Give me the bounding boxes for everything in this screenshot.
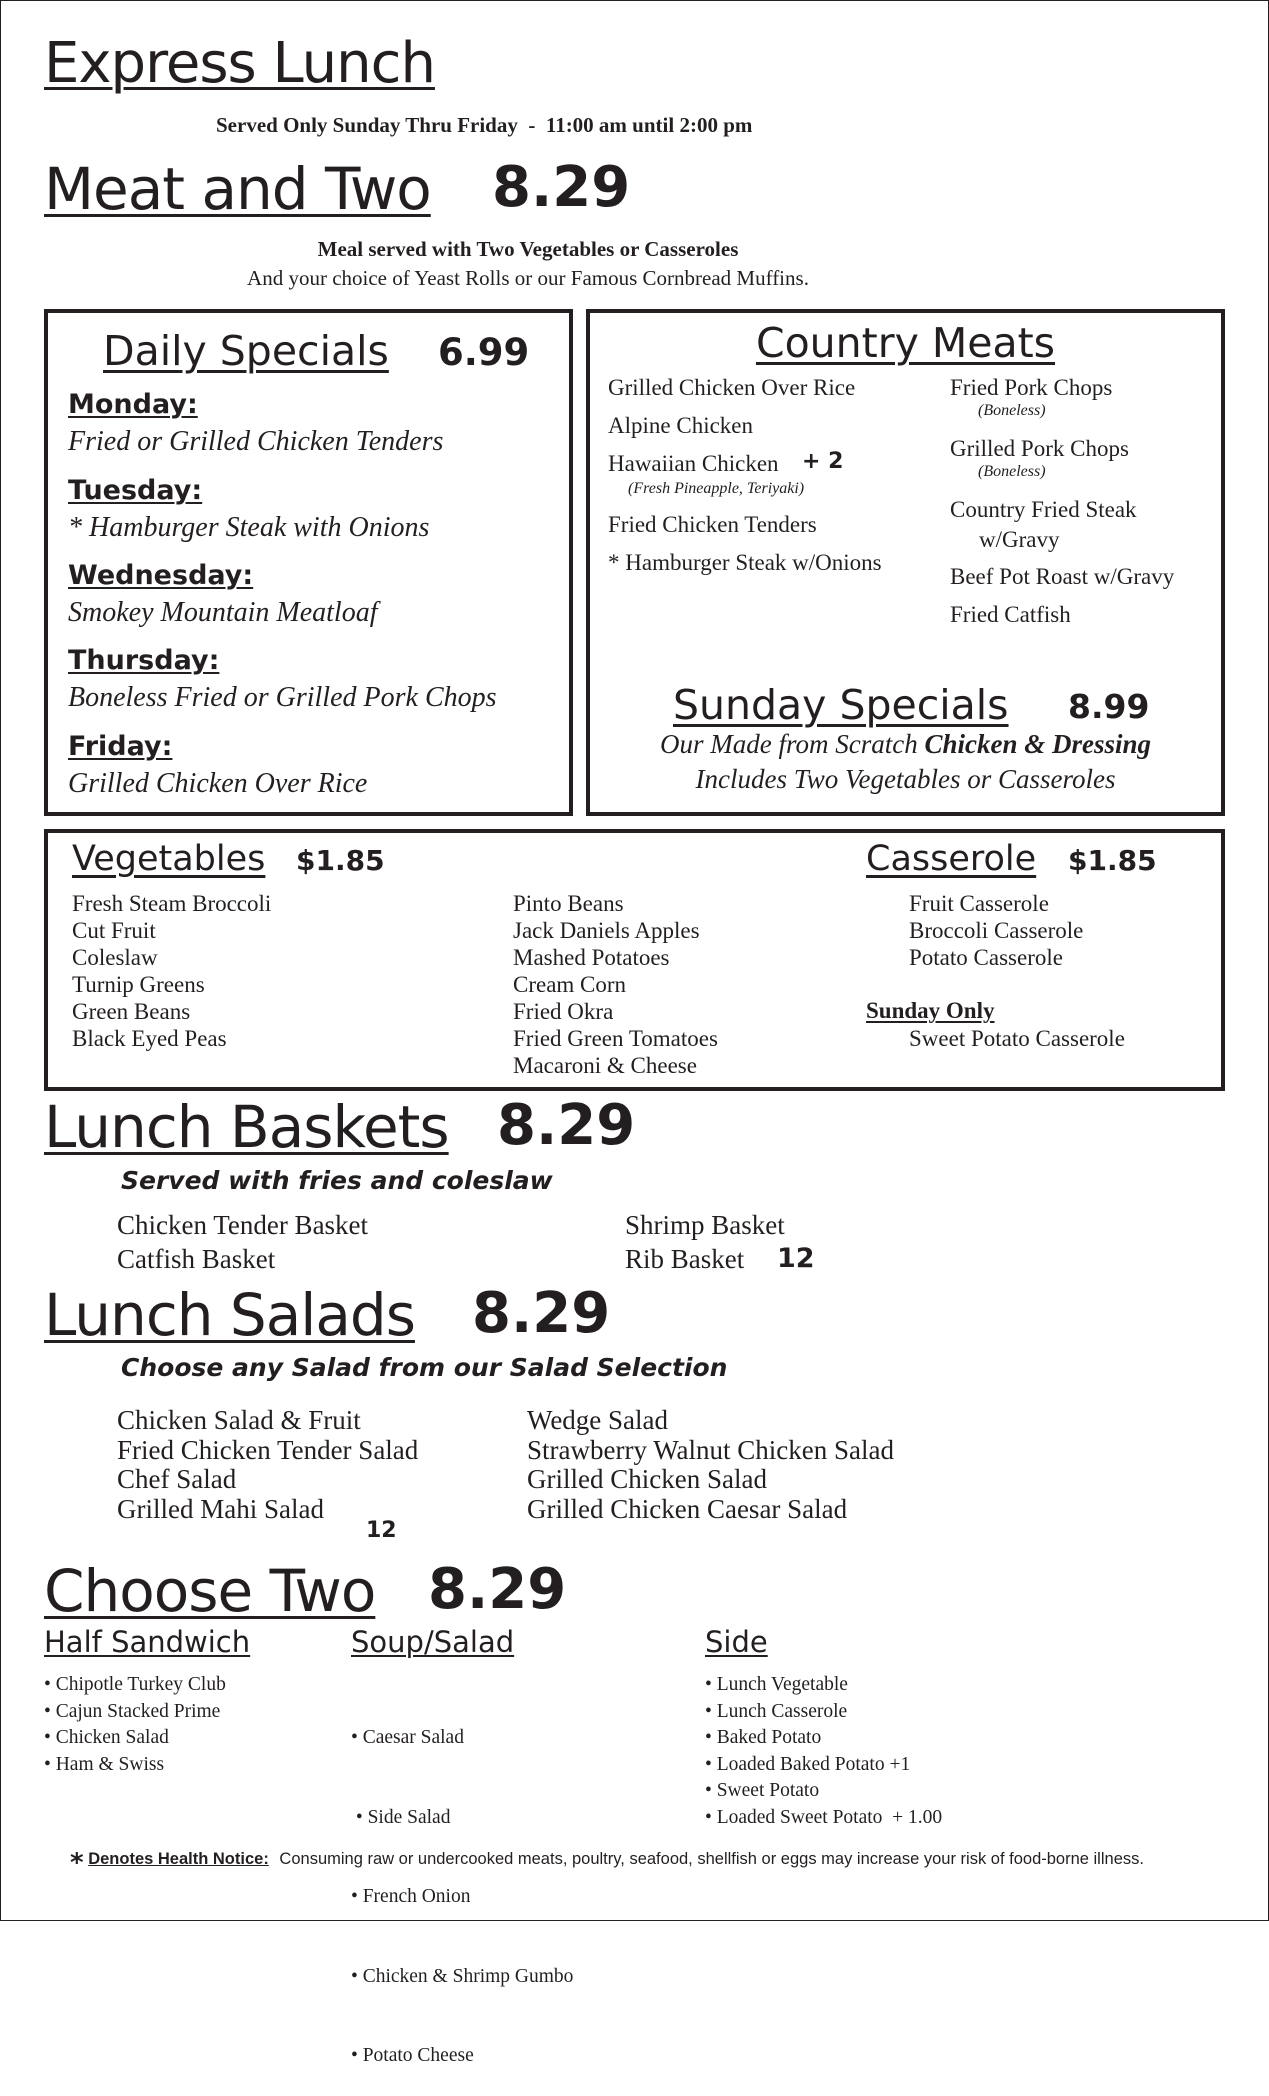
basket-item: Chicken Tender Basket bbox=[117, 1210, 369, 1240]
sunday-casserole-item: Sweet Potato Casserole bbox=[909, 1026, 1125, 1051]
vegetable-item: Cream Corn bbox=[513, 972, 627, 997]
lunch-salads-title: Lunch Salads bbox=[44, 1281, 415, 1349]
salad-item: Wedge Salad bbox=[527, 1405, 669, 1435]
meat-item: Beef Pot Roast w/Gravy bbox=[950, 564, 1175, 589]
soup-salad-list bbox=[351, 1672, 573, 2096]
vegetable-item: Macaroni & Cheese bbox=[513, 1053, 697, 1078]
vegetable-item: Green Beans bbox=[72, 999, 191, 1024]
meat-item: Country Fried Steak bbox=[950, 497, 1137, 522]
lunch-baskets-subtitle: Served with fries and coleslaw bbox=[121, 1166, 553, 1195]
vegetables-list-2 bbox=[513, 890, 718, 1079]
sunday-specials-line2: Includes Two Vegetables or Casseroles bbox=[695, 764, 1116, 794]
vegetable-item: Coleslaw bbox=[72, 945, 158, 970]
basket-list-1 bbox=[117, 1208, 368, 1276]
day-label: Thursday: bbox=[68, 645, 220, 676]
meat-item: Fried Pork Chops bbox=[950, 375, 1113, 400]
vegetable-item: Black Eyed Peas bbox=[72, 1026, 227, 1051]
casserole-title: Casserole bbox=[866, 839, 1037, 879]
salad-list-1 bbox=[117, 1406, 418, 1524]
list-item: • Caesar Salad bbox=[351, 1727, 464, 1748]
choose-two-price: 8.29 bbox=[428, 1557, 567, 1622]
hawaiian-upcharge: + 2 bbox=[802, 449, 844, 474]
day-label: Tuesday: bbox=[68, 475, 203, 506]
day-label: Friday: bbox=[68, 731, 173, 762]
meat-item: * Hamburger Steak w/Onions bbox=[608, 550, 882, 575]
list-item: • Chipotle Turkey Club bbox=[44, 1674, 226, 1695]
day-special: Fried or Grilled Chicken Tenders bbox=[68, 426, 444, 457]
list-item: • Lunch Casserole bbox=[705, 1700, 848, 1722]
vegetable-item: Turnip Greens bbox=[72, 972, 205, 997]
sunday-specials-title: Sunday Specials bbox=[673, 681, 1009, 729]
salad-item: Grilled Mahi Salad bbox=[117, 1493, 324, 1524]
sunday-specials-price: 8.99 bbox=[1068, 687, 1150, 726]
vegetable-item: Fried Green Tomatoes bbox=[513, 1026, 718, 1051]
list-item: • Cajun Stacked Prime bbox=[44, 1700, 221, 1722]
vegetables-price: $1.85 bbox=[296, 844, 385, 877]
page-title: Express Lunch bbox=[44, 31, 435, 96]
day-special: Boneless Fried or Grilled Pork Chops bbox=[68, 682, 497, 713]
list-item: • Lunch Vegetable bbox=[705, 1674, 848, 1695]
list-item: • Loaded Baked Potato +1 bbox=[705, 1753, 911, 1775]
country-meats-box bbox=[586, 309, 1225, 816]
sunday-specials-line1: Our Made from Scratch Chicken & Dressing bbox=[659, 729, 1151, 759]
lunch-salads-subtitle: Choose any Salad from our Salad Selection bbox=[121, 1353, 728, 1382]
list-item: • Potato Cheese bbox=[351, 2045, 474, 2066]
health-notice-text: Consuming raw or undercooked meats, poultry, seafood, shellfish or eggs may increase your risk of food-borne illness. bbox=[279, 1850, 1144, 1868]
service-hours: Served Only Sunday Thru Friday - 11:00 am until 2:00 pm bbox=[216, 113, 753, 137]
gravy-note: w/Gravy bbox=[979, 527, 1060, 552]
day-special: Grilled Chicken Over Rice bbox=[68, 768, 368, 799]
salad-item: Grilled Chicken Caesar Salad bbox=[527, 1493, 848, 1524]
health-notice bbox=[70, 1848, 1144, 1878]
basket-item: Shrimp Basket bbox=[625, 1210, 785, 1240]
salad-item: Strawberry Walnut Chicken Salad bbox=[527, 1434, 894, 1465]
meat-item: Grilled Pork Chops bbox=[950, 436, 1129, 461]
casserole-list bbox=[909, 890, 1083, 971]
daily-specials-price: 6.99 bbox=[438, 331, 530, 374]
vegetable-item: Fried Okra bbox=[513, 999, 614, 1024]
salad-item: Grilled Chicken Salad bbox=[527, 1464, 767, 1494]
salad-list-2 bbox=[527, 1406, 894, 1524]
rib-basket-price: 12 bbox=[777, 1243, 815, 1274]
vegetable-item: Pinto Beans bbox=[513, 891, 624, 916]
vegetable-item: Mashed Potatoes bbox=[513, 945, 670, 970]
meat-item: Hawaiian Chicken bbox=[608, 451, 779, 476]
meat-item: Fried Catfish bbox=[950, 602, 1071, 627]
vegetable-item: Fresh Steam Broccoli bbox=[72, 891, 272, 916]
day-label: Wednesday: bbox=[68, 560, 254, 591]
salad-item: Fried Chicken Tender Salad bbox=[117, 1434, 419, 1465]
list-item: • Side Salad bbox=[351, 1806, 451, 1828]
meat-and-two-price: 8.29 bbox=[492, 155, 631, 220]
vegetables-title: Vegetables bbox=[72, 839, 266, 879]
day-special: * Hamburger Steak with Onions bbox=[68, 512, 430, 543]
casserole-item: Fruit Casserole bbox=[909, 891, 1049, 916]
country-meats-title: Country Meats bbox=[755, 319, 1056, 367]
health-notice-label: Denotes Health Notice: bbox=[88, 1850, 269, 1868]
salad-item: Chef Salad bbox=[117, 1464, 237, 1494]
daily-specials-box bbox=[44, 309, 573, 816]
mahi-salad-price: 12 bbox=[366, 1518, 397, 1543]
salad-item: Chicken Salad & Fruit bbox=[117, 1405, 361, 1435]
list-item: • Sweet Potato bbox=[705, 1780, 820, 1801]
lunch-salads-price: 8.29 bbox=[472, 1281, 611, 1346]
day-special: Smokey Mountain Meatloaf bbox=[68, 597, 378, 628]
meat-item: Fried Chicken Tenders bbox=[608, 512, 817, 537]
list-item: • Loaded Sweet Potato + 1.00 bbox=[705, 1806, 943, 1828]
sunday-only-label: Sunday Only bbox=[866, 998, 995, 1023]
vegetables-list-1 bbox=[72, 890, 271, 1052]
meat-and-two-title: Meat and Two bbox=[44, 155, 431, 223]
meat-item: Alpine Chicken bbox=[608, 413, 753, 438]
basket-item: Catfish Basket bbox=[117, 1244, 276, 1274]
side-list bbox=[705, 1672, 942, 1831]
vegetable-item: Jack Daniels Apples bbox=[513, 918, 700, 943]
meat-and-two-bread-choice: And your choice of Yeast Rolls or our Famous Cornbread Muffins. bbox=[247, 266, 809, 290]
half-sandwich-title: Half Sandwich bbox=[44, 1625, 251, 1659]
side-title: Side bbox=[705, 1625, 768, 1659]
meat-and-two-description: Meal served with Two Vegetables or Casseroles bbox=[317, 237, 739, 261]
star-icon: * bbox=[70, 1848, 84, 1878]
lunch-baskets-price: 8.29 bbox=[497, 1093, 636, 1158]
list-item: • Chicken & Shrimp Gumbo bbox=[351, 1965, 574, 1987]
lunch-baskets-title: Lunch Baskets bbox=[44, 1093, 449, 1161]
list-item: • French Onion bbox=[351, 1886, 471, 1907]
basket-item: Rib Basket bbox=[625, 1244, 745, 1274]
basket-list-2 bbox=[625, 1208, 785, 1276]
meat-item: Grilled Chicken Over Rice bbox=[608, 375, 856, 400]
soup-salad-title: Soup/Salad bbox=[351, 1625, 515, 1659]
boneless-note: (Boneless) bbox=[978, 463, 1046, 480]
sides-box bbox=[44, 829, 1225, 1091]
list-item: • Ham & Swiss bbox=[44, 1753, 165, 1775]
list-item: • Chicken Salad bbox=[44, 1727, 169, 1748]
vegetable-item: Cut Fruit bbox=[72, 918, 156, 943]
choose-two-title: Choose Two bbox=[44, 1557, 376, 1625]
day-label: Monday: bbox=[68, 389, 198, 420]
list-item: • Baked Potato bbox=[705, 1727, 822, 1748]
boneless-note: (Boneless) bbox=[978, 402, 1046, 419]
hawaiian-note: (Fresh Pineapple, Teriyaki) bbox=[628, 480, 805, 497]
half-sandwich-list bbox=[44, 1672, 226, 1778]
casserole-item: Broccoli Casserole bbox=[909, 918, 1084, 943]
casserole-item: Potato Casserole bbox=[909, 945, 1063, 970]
daily-specials-title: Daily Specials bbox=[103, 327, 389, 375]
casserole-price: $1.85 bbox=[1068, 844, 1157, 877]
